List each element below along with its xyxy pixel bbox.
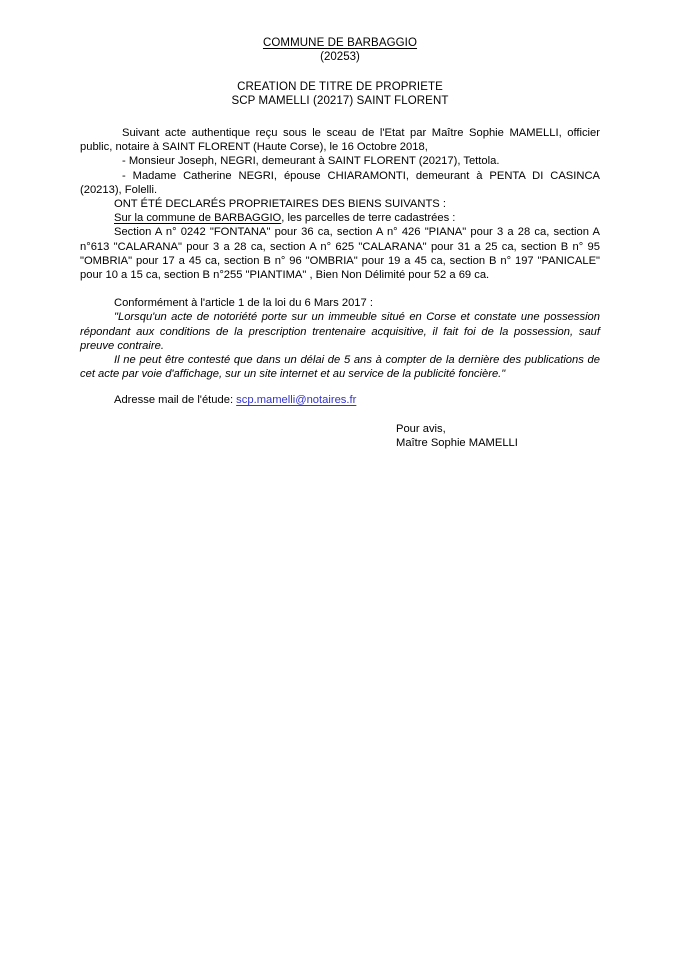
parcels-list: Section A n° 0242 "FONTANA" pour 36 ca, section A n° 426 "PIANA" pour 3 a 28 ca, section A n°613 "CALARANA" pour 3 a 28 ca, section A n° 625 "CALARANA" pour 31 a 25 ca, section B n° 95 "OMBRIA" pour 17 a 45 ca, section B n° 96 "OMBRIA" pour 19 a 45 ca, section B n° 197 "PANICALE" pour 10 a 15 ca, section B n°255 "PIANTIMA" , Bien Non Délimité pour 52 a 69 ca. — [80, 226, 600, 282]
party-line-1: - Monsieur Joseph, NEGRI, demeurant à SAINT FLORENT (20217), Tettola. — [122, 155, 500, 168]
mail-line — [80, 393, 600, 407]
legal-section — [80, 296, 600, 381]
commune-postal-code: (20253) — [320, 51, 360, 63]
notary-office-line: SCP MAMELLI (20217) SAINT FLORENT — [231, 95, 449, 107]
header-spacer — [80, 64, 600, 80]
commune-title: COMMUNE DE BARBAGGIO — [262, 37, 418, 49]
intro-paragraph: Suivant acte authentique reçu sous le sceau de l'Etat par Maître Sophie MAMELLI, officier public, notaire à SAINT FLORENT (Haute Corse), le 16 Octobre 2018, — [80, 127, 600, 154]
legal-reference: Conformément à l'article 1 de la loi du 6 Mars 2017 : — [114, 297, 373, 310]
intro-section — [80, 126, 600, 282]
declaration-line: ONT ÉTÉ DECLARÉS PROPRIETAIRES DES BIENS SUIVANTS : — [114, 198, 446, 211]
section-spacer — [80, 381, 600, 393]
contact-section — [80, 393, 600, 407]
parcels-commune-line — [80, 211, 600, 225]
notary-email-link[interactable]: scp.mamelli@notaires.fr — [236, 394, 357, 407]
section-spacer — [80, 282, 600, 296]
parcels-commune-underlined: Sur la commune de BARBAGGIO — [114, 212, 282, 225]
signature-salutation: Pour avis, — [396, 422, 446, 435]
act-type-title: CREATION DE TITRE DE PROPRIETE — [237, 81, 443, 93]
legal-quote-2: Il ne peut être contesté que dans un délai de 5 ans à compter de la dernière des publications de cet acte par voie d'affichage, sur un site internet et au service de la publicité foncière." — [80, 354, 600, 381]
signature-name: Maître Sophie MAMELLI — [396, 436, 518, 449]
document-content — [80, 36, 600, 450]
parcels-commune-rest: , les parcelles de terre cadastrées : — [281, 212, 456, 225]
signature-block — [80, 422, 600, 450]
document-header — [80, 36, 600, 108]
mail-label: Adresse mail de l'étude: — [114, 394, 234, 407]
party-line-2: - Madame Catherine NEGRI, épouse CHIARAMONTI, demeurant à PENTA DI CASINCA (20213), Folelli. — [80, 169, 600, 196]
legal-quote-1: "Lorsqu'un acte de notoriété porte sur un immeuble situé en Corse et constate une possession répondant aux conditions de la prescription trentenaire acquisitive, il fait foi de la possession, sauf preuve contraire. — [80, 311, 600, 352]
section-spacer — [80, 108, 600, 126]
